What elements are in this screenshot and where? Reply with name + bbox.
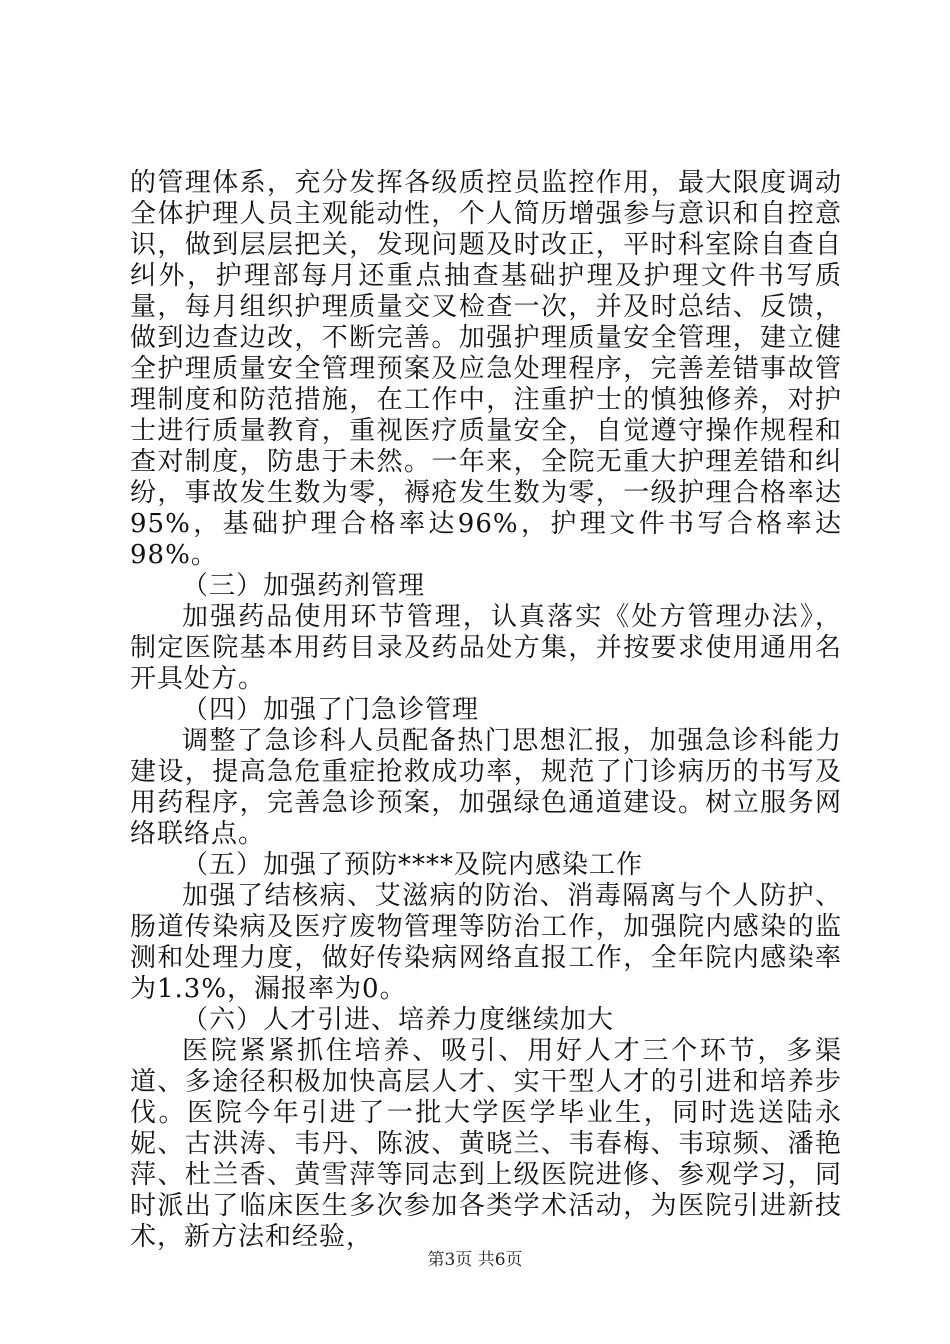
body-paragraph: 医院紧紧抓住培养、吸引、用好人才三个环节，多渠道、多途径积极加快高层人才、实干型人才的引进和培养步伐。医院今年引进了一批大学医学毕业生，同时选送陆永妮、古洪涛、韦丹、陈波、黄晓兰、韦春梅、韦琼频、潘艳萍、杜兰香、黄雪萍等同志到上级医院进修、参观学习，同时派出了临床医生多次参加各类学术活动，为医院引进新技术，新方法和经验， bbox=[130, 1036, 842, 1252]
section-heading: （六）人才引进、培养力度继续加大 bbox=[182, 1005, 615, 1035]
body-paragraph: 加强药品使用环节管理，认真落实《处方管理办法》，制定医院基本用药目录及药品处方集，并按要求使用通用名开具处方。 bbox=[130, 602, 842, 694]
document-body bbox=[130, 168, 842, 1253]
body-paragraph: 的管理体系，充分发挥各级质控员监控作用，最大限度调动全体护理人员主观能动性，个人简历增强参与意识和自控意识，做到层层把关，发现问题及时改正，平时科室除自查自纠外，护理部每月还重点抽查基础护理及护理文件书写质量，每月组织护理质量交叉检查一次，并及时总结、反馈，做到边查边改，不断完善。加强护理质量安全管理，建立健全护理质量安全管理预案及应急处理程序，完善差错事故管理制度和防范措施，在工作中，注重护士的慎独修养，对护士进行质量教育，重视医疗质量安全，自觉遵守操作规程和查对制度，防患于未然。一年来，全院无重大护理差错和纠纷，事故发生数为零，褥疮发生数为零，一级护理合格率达95%，基础护理合格率达96%，护理文件书写合格率达98%。 bbox=[130, 168, 842, 570]
body-paragraph: 加强了结核病、艾滋病的防治、消毒隔离与个人防护、肠道传染病及医疗废物管理等防治工作，加强院内感染的监测和处理力度，做好传染病网络直报工作，全年院内感染率为1.3%，漏报率为0。 bbox=[130, 881, 842, 1004]
section-heading: （三）加强药剂管理 bbox=[182, 571, 426, 601]
page-number-footer: 第3页 共6页 bbox=[427, 1250, 523, 1270]
section-heading: （四）加强了门急诊管理 bbox=[182, 695, 480, 725]
body-paragraph: 调整了急诊科人员配备热门思想汇报，加强急诊科能力建设，提高急危重症抢救成功率，规范了门诊病历的书写及用药程序，完善急诊预案，加强绿色通道建设。树立服务网络联络点。 bbox=[130, 726, 842, 849]
section-heading: （五）加强了预防****及院内感染工作 bbox=[182, 850, 644, 880]
